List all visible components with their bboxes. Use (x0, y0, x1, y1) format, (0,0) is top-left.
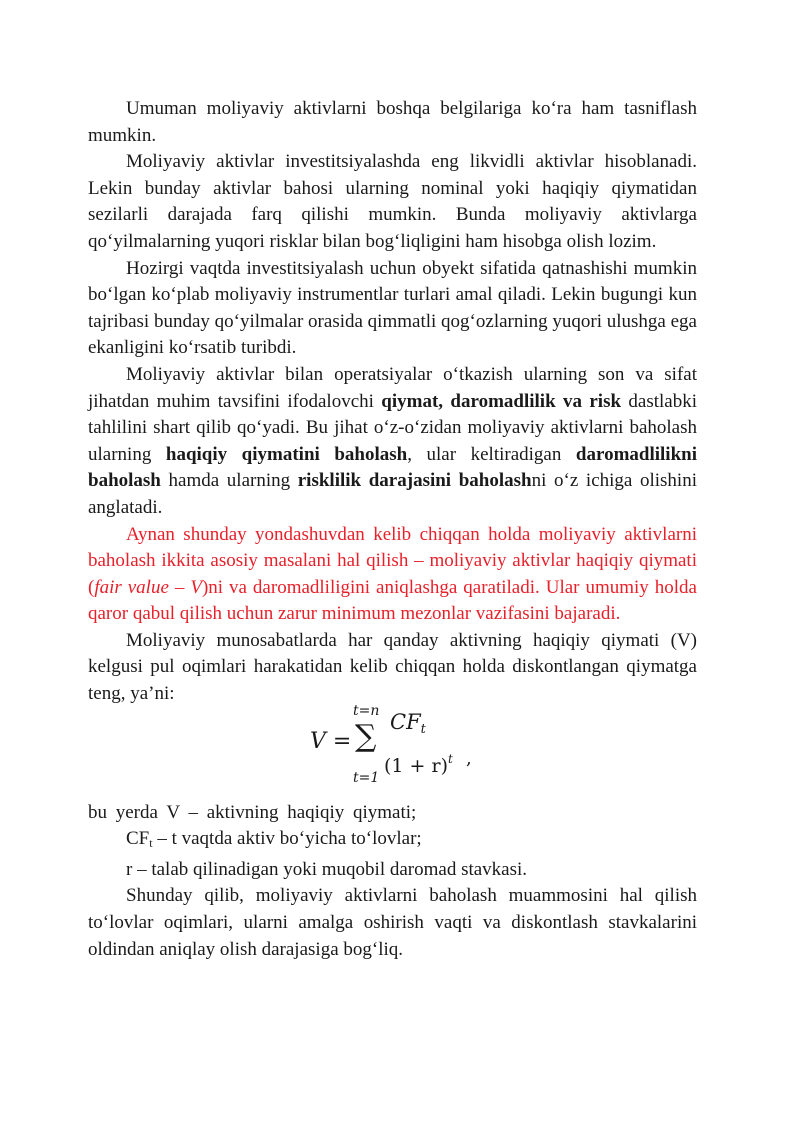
paragraph-1: Umuman moliyaviy aktivlarni boshqa belgilariga ko‘ra ham tasniflash mumkin. (88, 98, 697, 146)
paragraph-9-r-definition: r – talab qilinadigan yoki muqobil daromad stavkasi. (126, 858, 528, 880)
formula-upper-limit: t=n (353, 702, 380, 719)
p5-text-2: )ni va daromadliligini aniqlashga qaratiladi. Ular umumiy holda qaror qabul qilish uchun zarur minimum mezonlar vazifasini bajaradi. (88, 576, 697, 625)
p8-rest: – t vaqtda aktiv bo‘yicha to‘lovlar; (152, 828, 422, 850)
p5-italic-fair-value: fair value – V (94, 576, 202, 598)
formula-sigma: ∑ (355, 718, 377, 754)
p4-text-4: hamda ularning (160, 470, 298, 492)
paragraph-7-definitions: bu yerda V – aktivning haqiqiy qiymati; (88, 801, 417, 823)
fair-value-formula (88, 702, 697, 800)
formula-numerator-cf: CF (390, 709, 421, 734)
p8-cf: CF (126, 828, 150, 850)
p8-cf-sub: t (149, 836, 153, 851)
formula-lower-limit: t=1 (353, 769, 380, 786)
formula-denominator (384, 752, 453, 777)
p4-text-1: Moliyaviy aktivlar bilan operatsiyalar o‘tkazish ularning son va sifat jihatdan muhim tavsifini ifodalovchi (88, 363, 697, 412)
paragraph-10: Shunday qilib, moliyaviy aktivlarni baholash muammosini hal qilish to‘lovlar oqimlari, ularni amalga oshirish vaqti va diskontlash stavkalarini oldindan aniqlay olish darajasiga bog‘liq. (88, 885, 697, 960)
paragraph-8-cf-definition (88, 826, 697, 857)
p4-text-5: ni o‘z ichiga olishini anglatadi. (88, 470, 697, 518)
formula-denominator-sup: t (448, 751, 453, 766)
paragraph-6: Moliyaviy munosabatlarda har qanday aktivning haqiqiy qiymati (V) kelgusi pul oqimlari harakatidan kelib chiqqan holda diskontlangan qiymatga teng, ya’ni: (88, 629, 697, 705)
paragraph-5-highlighted (88, 522, 697, 628)
p4-bold-4: risklilik darajasini baholash (297, 470, 532, 492)
paragraph-2: Moliyaviy aktivlar investitsiyalashda eng likvidli aktivlar hisoblanadi. Lekin bunday aktivlar bahosi ularning nominal yoki haqiqiy qiymatidan sezilarli darajada farq qilishi mumkin. Bunda moliyaviy aktivlarga qo‘yilmalarning yuqori risklar bilan bog‘liqligini ham hisobga olish lozim. (88, 151, 697, 252)
paragraph-4 (88, 362, 697, 522)
formula-comma: , (466, 747, 472, 769)
p4-text-3: , ular keltiradigan (407, 443, 576, 465)
paragraph-3: Hozirgi vaqtda investitsiyalash uchun obyekt sifatida qatnashishi mumkin bo‘lgan ko‘plab moliyaviy instrumentlar turlari amal qiladi. Lekin bugungi kun tajribasi bunday qoʻyilmalar orasida qimmatli qog‘ozlarning yuqori ulushga ega ekanligini ko‘rsatib turibdi. (88, 257, 697, 359)
p4-bold-2: haqiqiy qiymatini baholash (165, 443, 408, 465)
p5-text-1: Aynan shunday yondashuvdan kelib chiqqan holda moliyaviy aktivlarni baholash ikkita asosiy masalani hal qilish – moliyaviy aktivlar haqiqiy qiymati ( (88, 523, 697, 598)
formula-denominator-base: (1 + r) (384, 754, 448, 777)
formula-numerator-sub: t (420, 721, 426, 737)
formula-numerator (390, 710, 426, 737)
p4-bold-3: daromadlilikni baholash (88, 443, 697, 492)
p4-text-2: dastlabki tahlilini shart qilib qo‘yadi. Bu jihat o‘z-o‘zidan moliyaviy aktivlarni baholash ularning (88, 390, 698, 465)
formula-lhs: V = (310, 728, 352, 754)
p4-bold-1: qiymat, daromadlilik va risk (381, 390, 622, 412)
